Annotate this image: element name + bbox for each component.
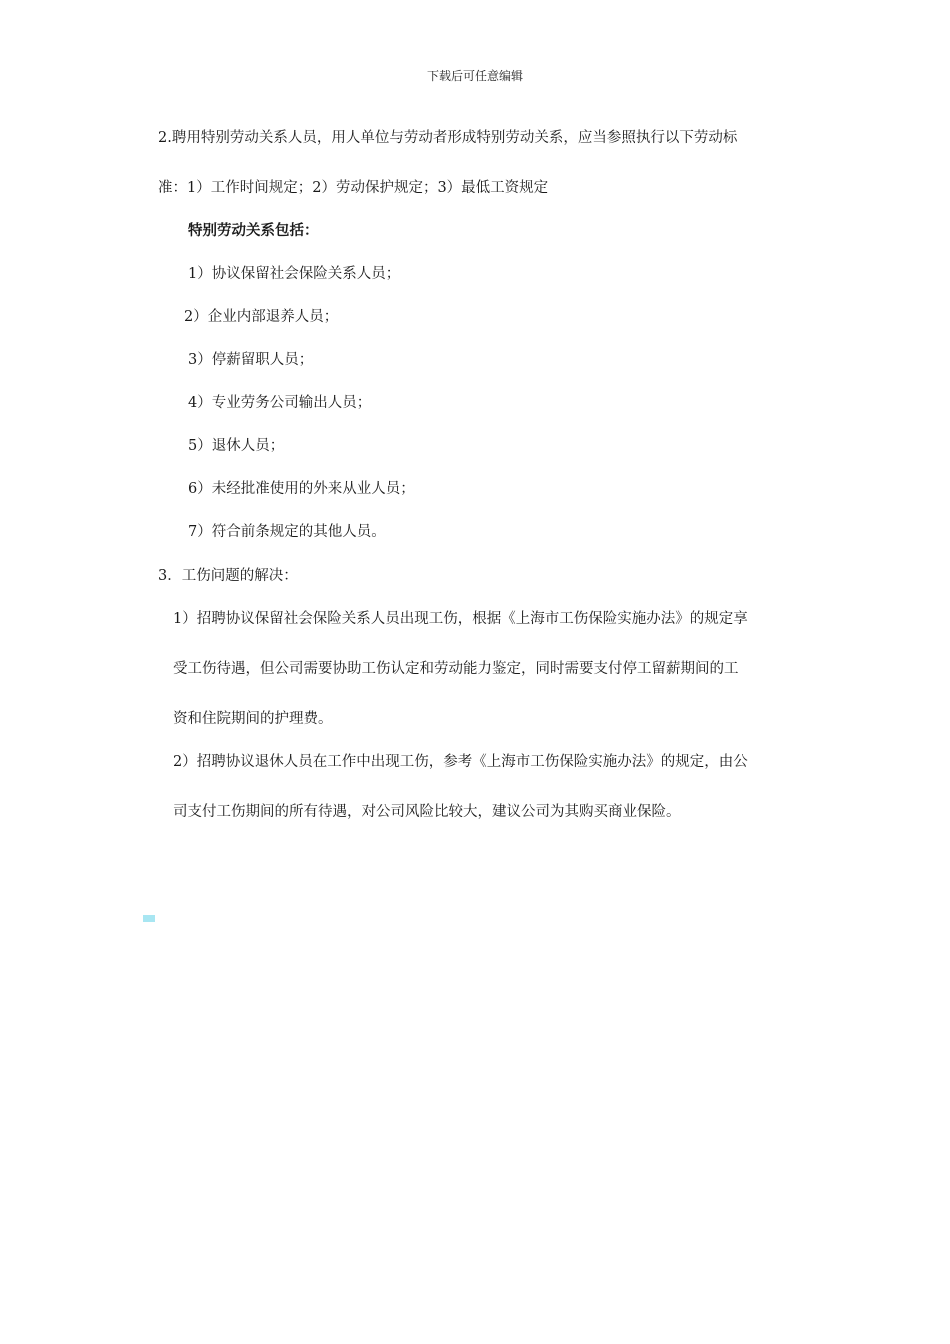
- section3-paragraph-1-line: 受工伤待遇，但公司需要协助工伤认定和劳动能力鉴定，同时需要支付停工留薪期间的工: [173, 661, 739, 677]
- section2-paragraph-line-1: 2.聘用特别劳动关系人员，用人单位与劳动者形成特别劳动关系，应当参照执行以下劳动标: [158, 130, 738, 146]
- list-item: 5）退休人员；: [188, 438, 285, 454]
- list-item: 3）停薪留职人员；: [188, 352, 314, 368]
- page-header: 下载后可任意编辑: [426, 69, 523, 83]
- cyan-marker: [143, 915, 155, 922]
- section2-subheading: 特别劳动关系包括：: [188, 222, 319, 239]
- section3-heading: 3．工伤问题的解决：: [158, 568, 298, 584]
- section2-paragraph-line-2: 准：1）工作时间规定；2）劳动保护规定；3）最低工资规定: [158, 180, 549, 196]
- list-item: 1）协议保留社会保险关系人员；: [188, 266, 401, 282]
- section3-paragraph-2-line: 2）招聘协议退休人员在工作中出现工伤，参考《上海市工伤保险实施办法》的规定，由公: [173, 754, 748, 770]
- section3-paragraph-1-line: 资和住院期间的护理费。: [173, 711, 333, 727]
- list-item: 4）专业劳务公司输出人员；: [188, 395, 372, 411]
- list-item: 2）企业内部退养人员；: [184, 309, 339, 325]
- list-item: 6）未经批准使用的外来从业人员；: [188, 481, 415, 497]
- section3-paragraph-2-line: 司支付工伤期间的所有待遇，对公司风险比较大，建议公司为其购买商业保险。: [173, 804, 681, 820]
- section3-paragraph-1-line: 1）招聘协议保留社会保险关系人员出现工伤，根据《上海市工伤保险实施办法》的规定享: [173, 611, 748, 627]
- list-item: 7）符合前条规定的其他人员。: [188, 524, 386, 540]
